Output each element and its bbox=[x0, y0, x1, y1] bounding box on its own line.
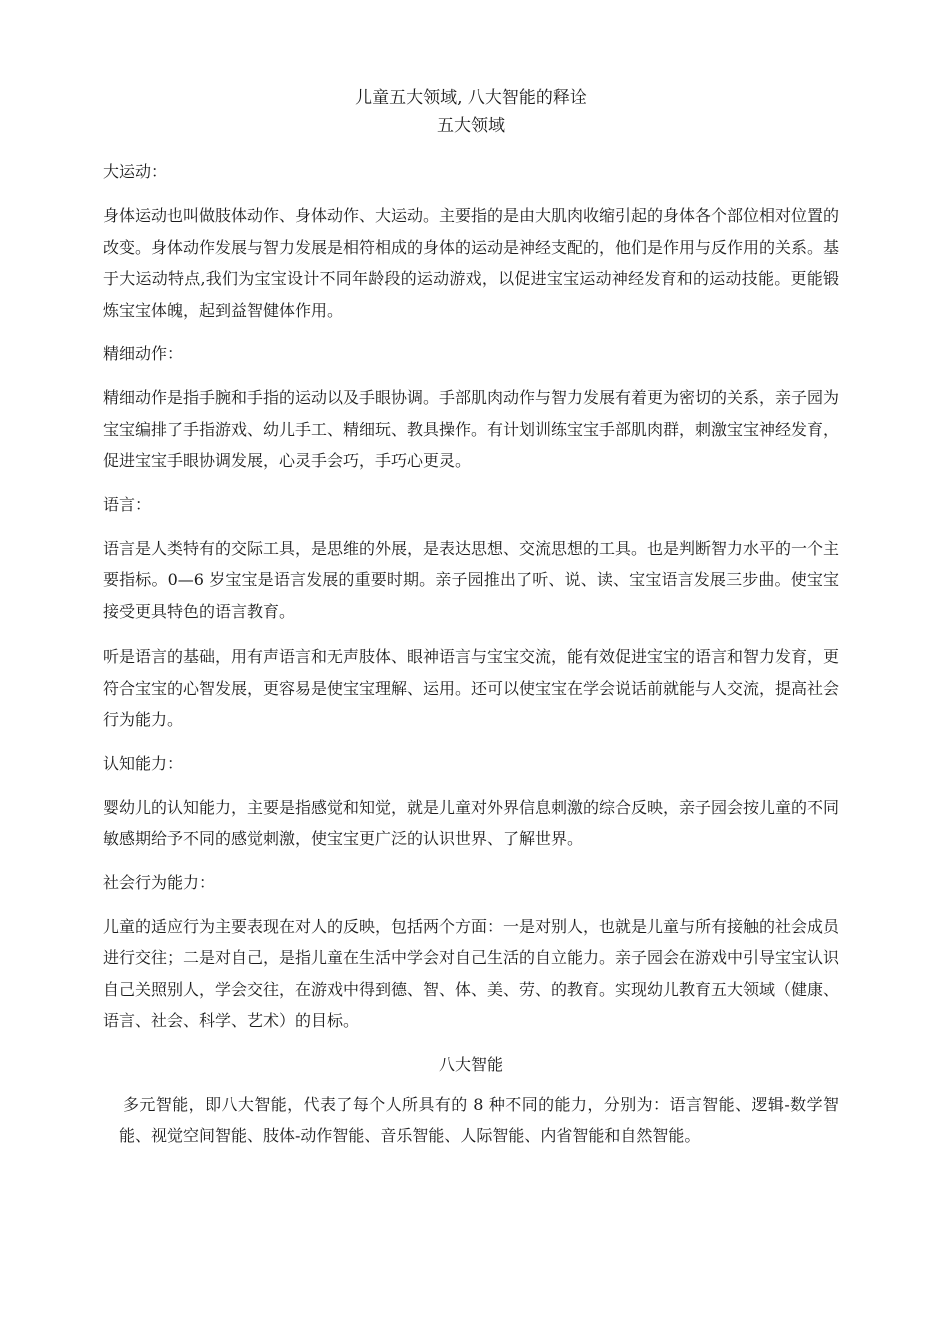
heading-language: 语言： bbox=[103, 494, 152, 514]
heading-cognition: 认知能力： bbox=[103, 753, 184, 773]
paragraph-language-1: 语言是人类特有的交际工具，是思维的外展，是表达思想、交流思想的工具。也是判断智力水平的一个主要指标。0—6 岁宝宝是语言发展的重要时期。亲子园推出了听、说、读、宝宝语言发展三步曲。使宝宝接受更具特色的语言教育。 bbox=[103, 538, 840, 621]
section-language bbox=[103, 491, 839, 736]
paragraph-social-behavior: 儿童的适应行为主要表现在对人的反映，包括两个方面：一是对别人，也就是儿童与所有接触的社会成员进行交往；二是对自己，是指儿童在生活中学会对自己生活的自立能力。亲子园会在游戏中引导宝宝认识自己关照别人，学会交往，在游戏中得到德、智、体、美、劳、的教育。实现幼儿教育五大领域（健康、语言、社会、科学、艺术）的目标。 bbox=[103, 916, 840, 1030]
document-body bbox=[103, 84, 839, 1152]
section-title-eight-intelligences: 八大智能 bbox=[438, 1054, 503, 1074]
document-title: 儿童五大领域, 八大智能的释诠 bbox=[355, 88, 587, 108]
paragraph-language-2: 听是语言的基础，用有声语言和无声肢体、眼神语言与宝宝交流，能有效促进宝宝的语言和智力发育，更符合宝宝的心智发展，更容易是使宝宝理解、运用。还可以使宝宝在学会说话前就能与人交流，提高社会行为能力。 bbox=[103, 647, 840, 729]
section-cognition bbox=[103, 750, 839, 855]
heading-social-behavior: 社会行为能力： bbox=[103, 872, 216, 892]
section-title-five-domains: 五大领域 bbox=[437, 116, 505, 136]
paragraph-cognition: 婴幼儿的认知能力，主要是指感觉和知觉，就是儿童对外界信息刺激的综合反映，亲子园会按儿童的不同敏感期给予不同的感觉刺激，使宝宝更广泛的认识世界、了解世界。 bbox=[103, 797, 840, 848]
paragraph-gross-motor: 身体运动也叫做肢体动作、身体动作、大运动。主要指的是由大肌肉收缩引起的身体各个部位相对位置的改变。身体动作发展与智力发展是相符相成的身体的运动是神经支配的，他们是作用与反作用的关系。基于大运动特点,我们为宝宝设计不同年龄段的运动游戏，以促进宝宝运动神经发育和的运动技能。更能锻炼宝宝体魄，起到益智健体作用。 bbox=[103, 206, 840, 320]
paragraph-eight-intelligences: 多元智能，即八大智能，代表了每个人所具有的 8 种不同的能力，分别为：语言智能、逻辑-数学智能、视觉空间智能、肢体-动作智能、音乐智能、人际智能、内省智能和自然智能。 bbox=[119, 1094, 839, 1145]
paragraph-fine-motor: 精细动作是指手腕和手指的运动以及手眼协调。手部肌肉动作与智力发展有着更为密切的关系，亲子园为宝宝编排了手指游戏、幼儿手工、精细玩、教具操作。有计划训练宝宝手部肌肉群，刺激宝宝神经发育，促进宝宝手眼协调发展，心灵手会巧，手巧心更灵。 bbox=[103, 388, 840, 470]
heading-gross-motor: 大运动： bbox=[103, 162, 168, 181]
section-social-behavior bbox=[103, 869, 839, 1037]
section-fine-motor bbox=[103, 340, 839, 477]
heading-fine-motor: 精细动作： bbox=[103, 344, 184, 363]
section-gross-motor bbox=[103, 158, 839, 326]
